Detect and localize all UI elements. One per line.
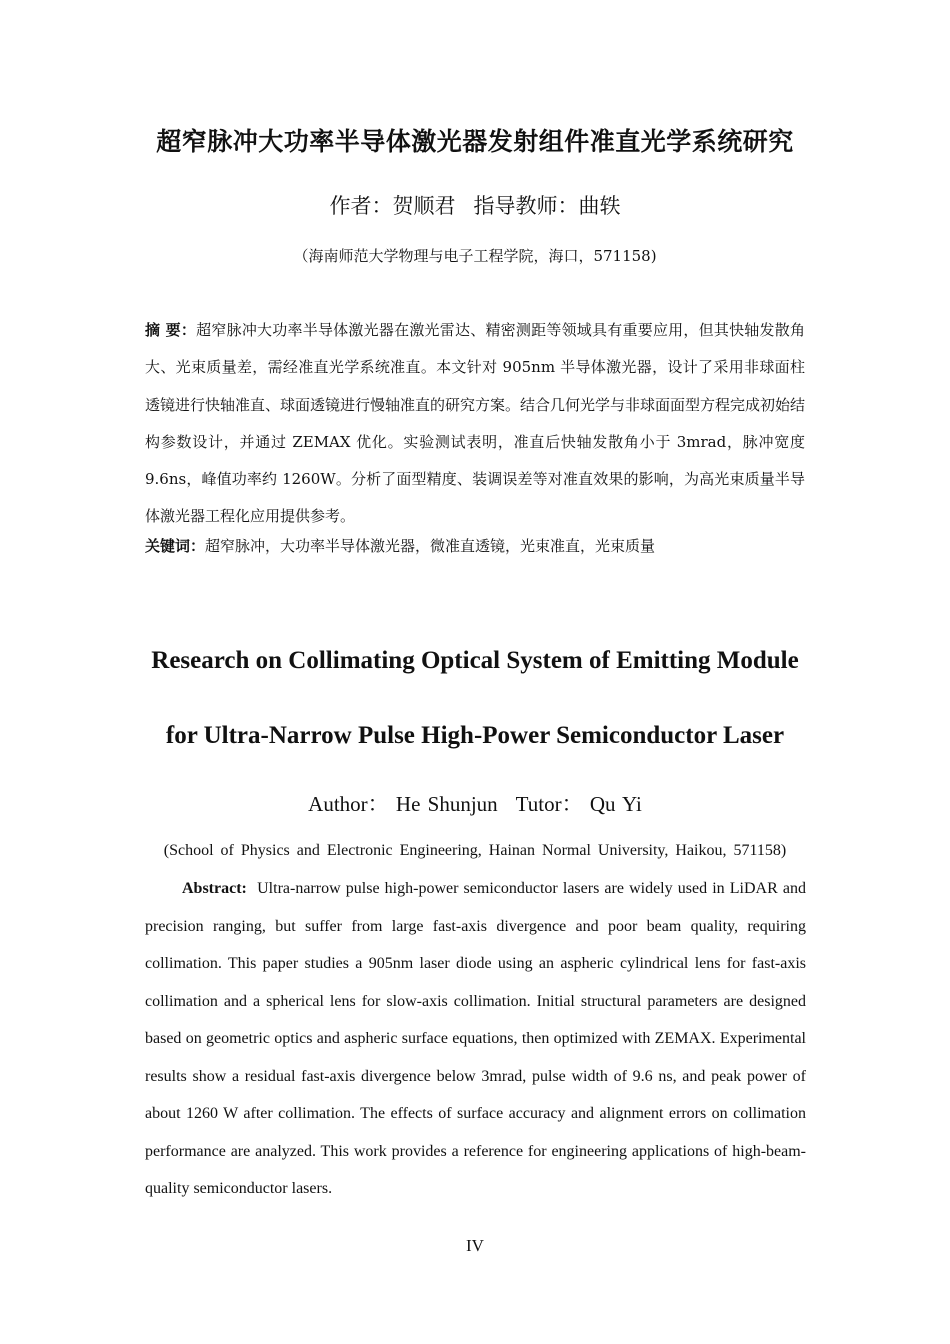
chinese-keywords <box>145 535 805 556</box>
english-title-line1: Research on Collimating Optical System of Emitting Module <box>151 647 799 674</box>
english-tutor: Tutor： Qu Yi <box>515 792 642 816</box>
chinese-abstract-text: 超窄脉冲大功率半导体激光器在激光雷达、精密测距等领域具有重要应用，但其快轴发散角大、光束质量差，需经准直光学系统准直。本文针对 905nm 半导体激光器，设计了采用非球面柱透镜进行快轴准直、球面透镜进行慢轴准直的研究方案。结合几何光学与非球面面型方程完成初始结构参数设计，并通过 ZEMAX 优化。实验测试表明，准直后快轴发散角小于 3mrad，脉冲宽度 9.6ns，峰值功率约 1260W。分析了面型精度、装调误差等对准直效果的影响，为高光束质量半导体激光器工程化应用提供参考。 <box>145 321 806 526</box>
chinese-author-line <box>0 190 950 220</box>
english-author: Author： He Shunjun <box>308 792 498 816</box>
english-abstract <box>145 870 806 1208</box>
chinese-keywords-text: 超窄脉冲，大功率半导体激光器，微准直透镜，光束准直，光束质量 <box>205 537 656 555</box>
chinese-title: 超窄脉冲大功率半导体激光器发射组件准直光学系统研究 <box>156 127 794 156</box>
english-affiliation: (School of Physics and Electronic Engineering, Hainan Normal University, Haikou, 571158) <box>163 842 787 859</box>
chinese-abstract <box>145 312 805 536</box>
chinese-author: 作者：贺顺君 <box>329 194 456 218</box>
english-abstract-label: Abstract: <box>182 880 247 897</box>
english-abstract-text: Ultra-narrow pulse high-power semiconductor lasers are widely used in LiDAR and precision ranging, but suffer from large fast-axis divergence and poor beam quality, requiring collimation. This paper studies a 905nm laser diode using an aspheric cylindrical lens for fast-axis collimation and a spherical lens for slow-axis collimation. Initial structural parameters are designed based on geometric optics and aspheric surface equations, then optimized with ZEMAX. Experimental results show a residual fast-axis divergence below 3mrad, pulse width of 9.6 ns, and peak power of about 1260 W after collimation. The effects of surface accuracy and alignment errors on collimation performance are analyzed. This work provides a reference for engineering applications of high-beam-quality semiconductor lasers. <box>145 880 806 1197</box>
chinese-tutor: 指导教师：曲轶 <box>473 194 621 218</box>
page-number: IV <box>466 1236 484 1255</box>
english-title-line2: for Ultra-Narrow Pulse High-Power Semiconductor Laser <box>165 722 785 749</box>
english-author-line <box>0 788 950 818</box>
chinese-affiliation: （海南师范大学物理与电子工程学院，海口，571158) <box>293 247 657 265</box>
chinese-keywords-label: 关键词： <box>145 537 206 555</box>
chinese-abstract-label: 摘 要： <box>145 321 197 339</box>
